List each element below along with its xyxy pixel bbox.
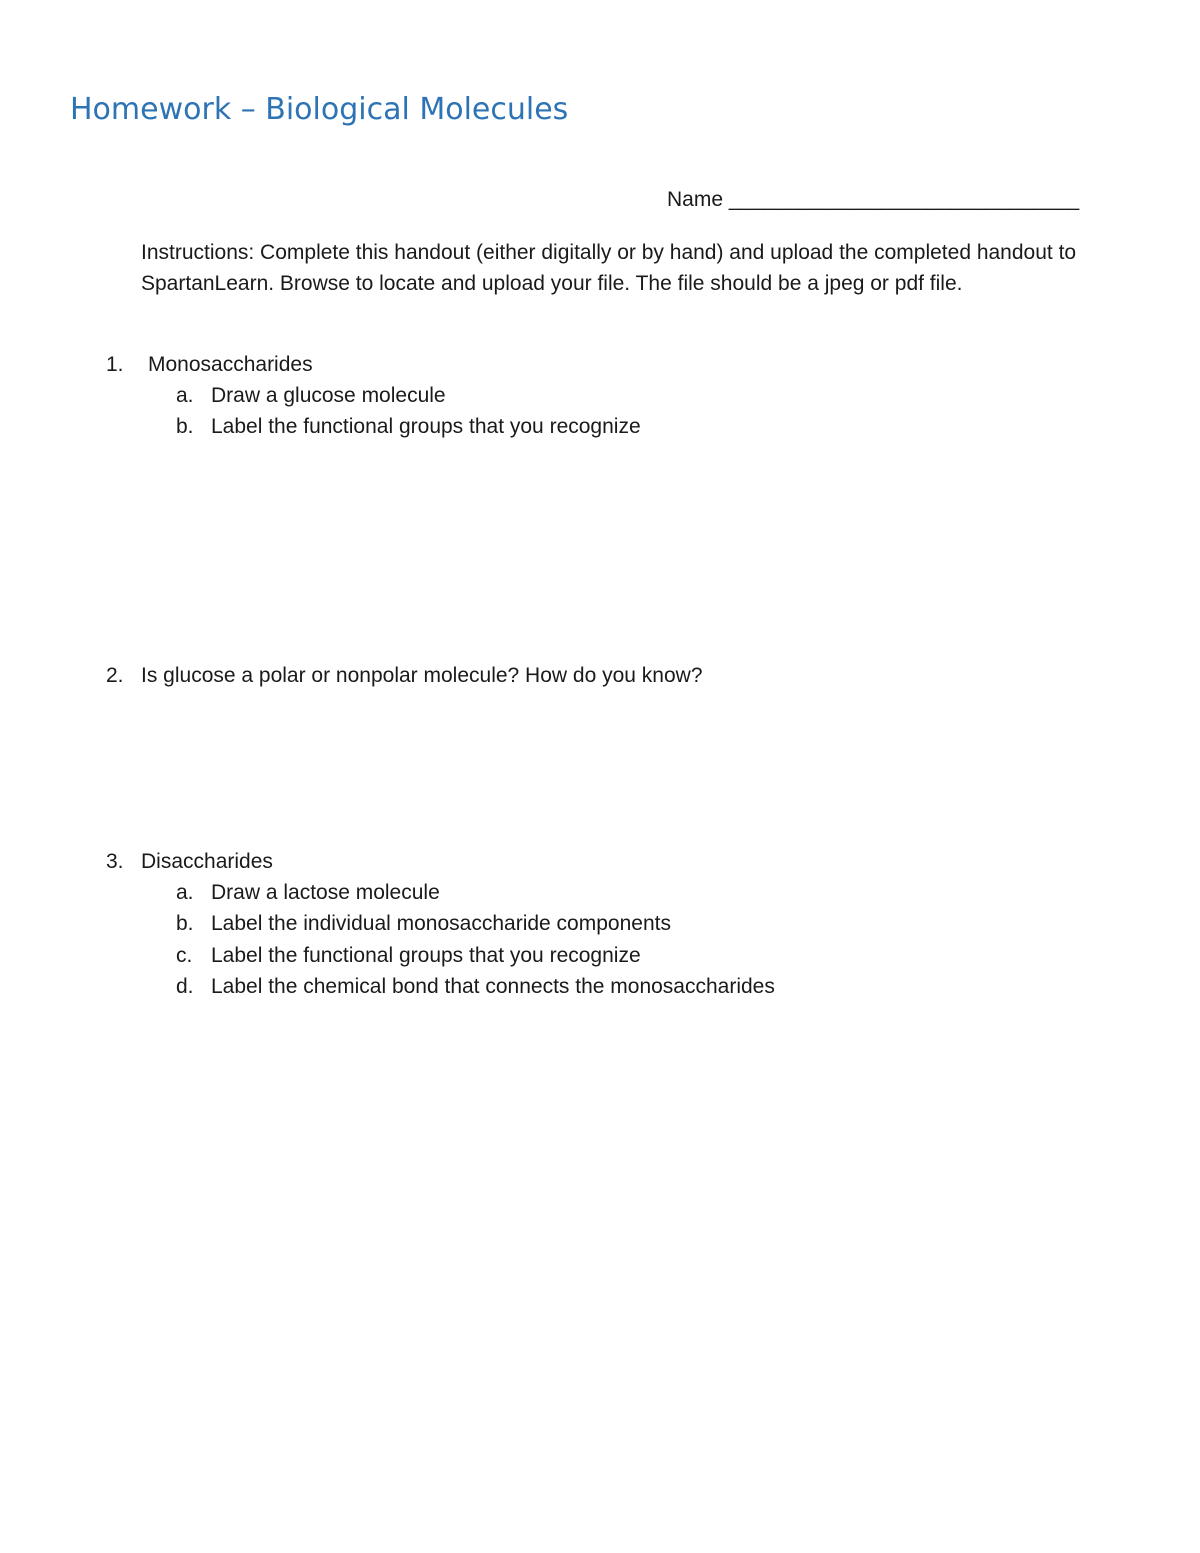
- question-number: 1.: [106, 353, 124, 376]
- sub-text: Draw a lactose molecule: [211, 881, 440, 904]
- sub-letter: a.: [176, 384, 194, 407]
- question-text: Is glucose a polar or nonpolar molecule? How do you know?: [141, 664, 703, 687]
- sub-text: Draw a glucose molecule: [211, 384, 446, 407]
- sub-letter: b.: [176, 415, 194, 439]
- question-number: 2.: [106, 664, 124, 687]
- instructions-paragraph: Instructions: Complete this handout (either digitally or by hand) and upload the completed handout to SpartanLearn. Browse to locate and upload your file. The file should be a jpeg or pdf file.: [141, 241, 1077, 296]
- question-number: 3.: [106, 850, 124, 873]
- sub-letter: a.: [176, 881, 194, 904]
- sub-text: Label the chemical bond that connects the monosaccharides: [211, 974, 775, 998]
- sub-text: Label the individual monosaccharide components: [211, 912, 671, 936]
- question-text: Monosaccharides: [148, 353, 313, 376]
- sub-text: Label the functional groups that you recognize: [211, 943, 641, 967]
- page-title: Homework – Biological Molecules: [70, 92, 569, 127]
- sub-letter: c.: [176, 943, 193, 967]
- question-text: Disaccharides: [141, 850, 273, 873]
- sub-letter: b.: [176, 912, 194, 936]
- name-field-label: Name ______________________________: [667, 188, 1080, 211]
- sub-text: Label the functional groups that you recognize: [211, 415, 641, 439]
- sub-letter: d.: [176, 974, 194, 998]
